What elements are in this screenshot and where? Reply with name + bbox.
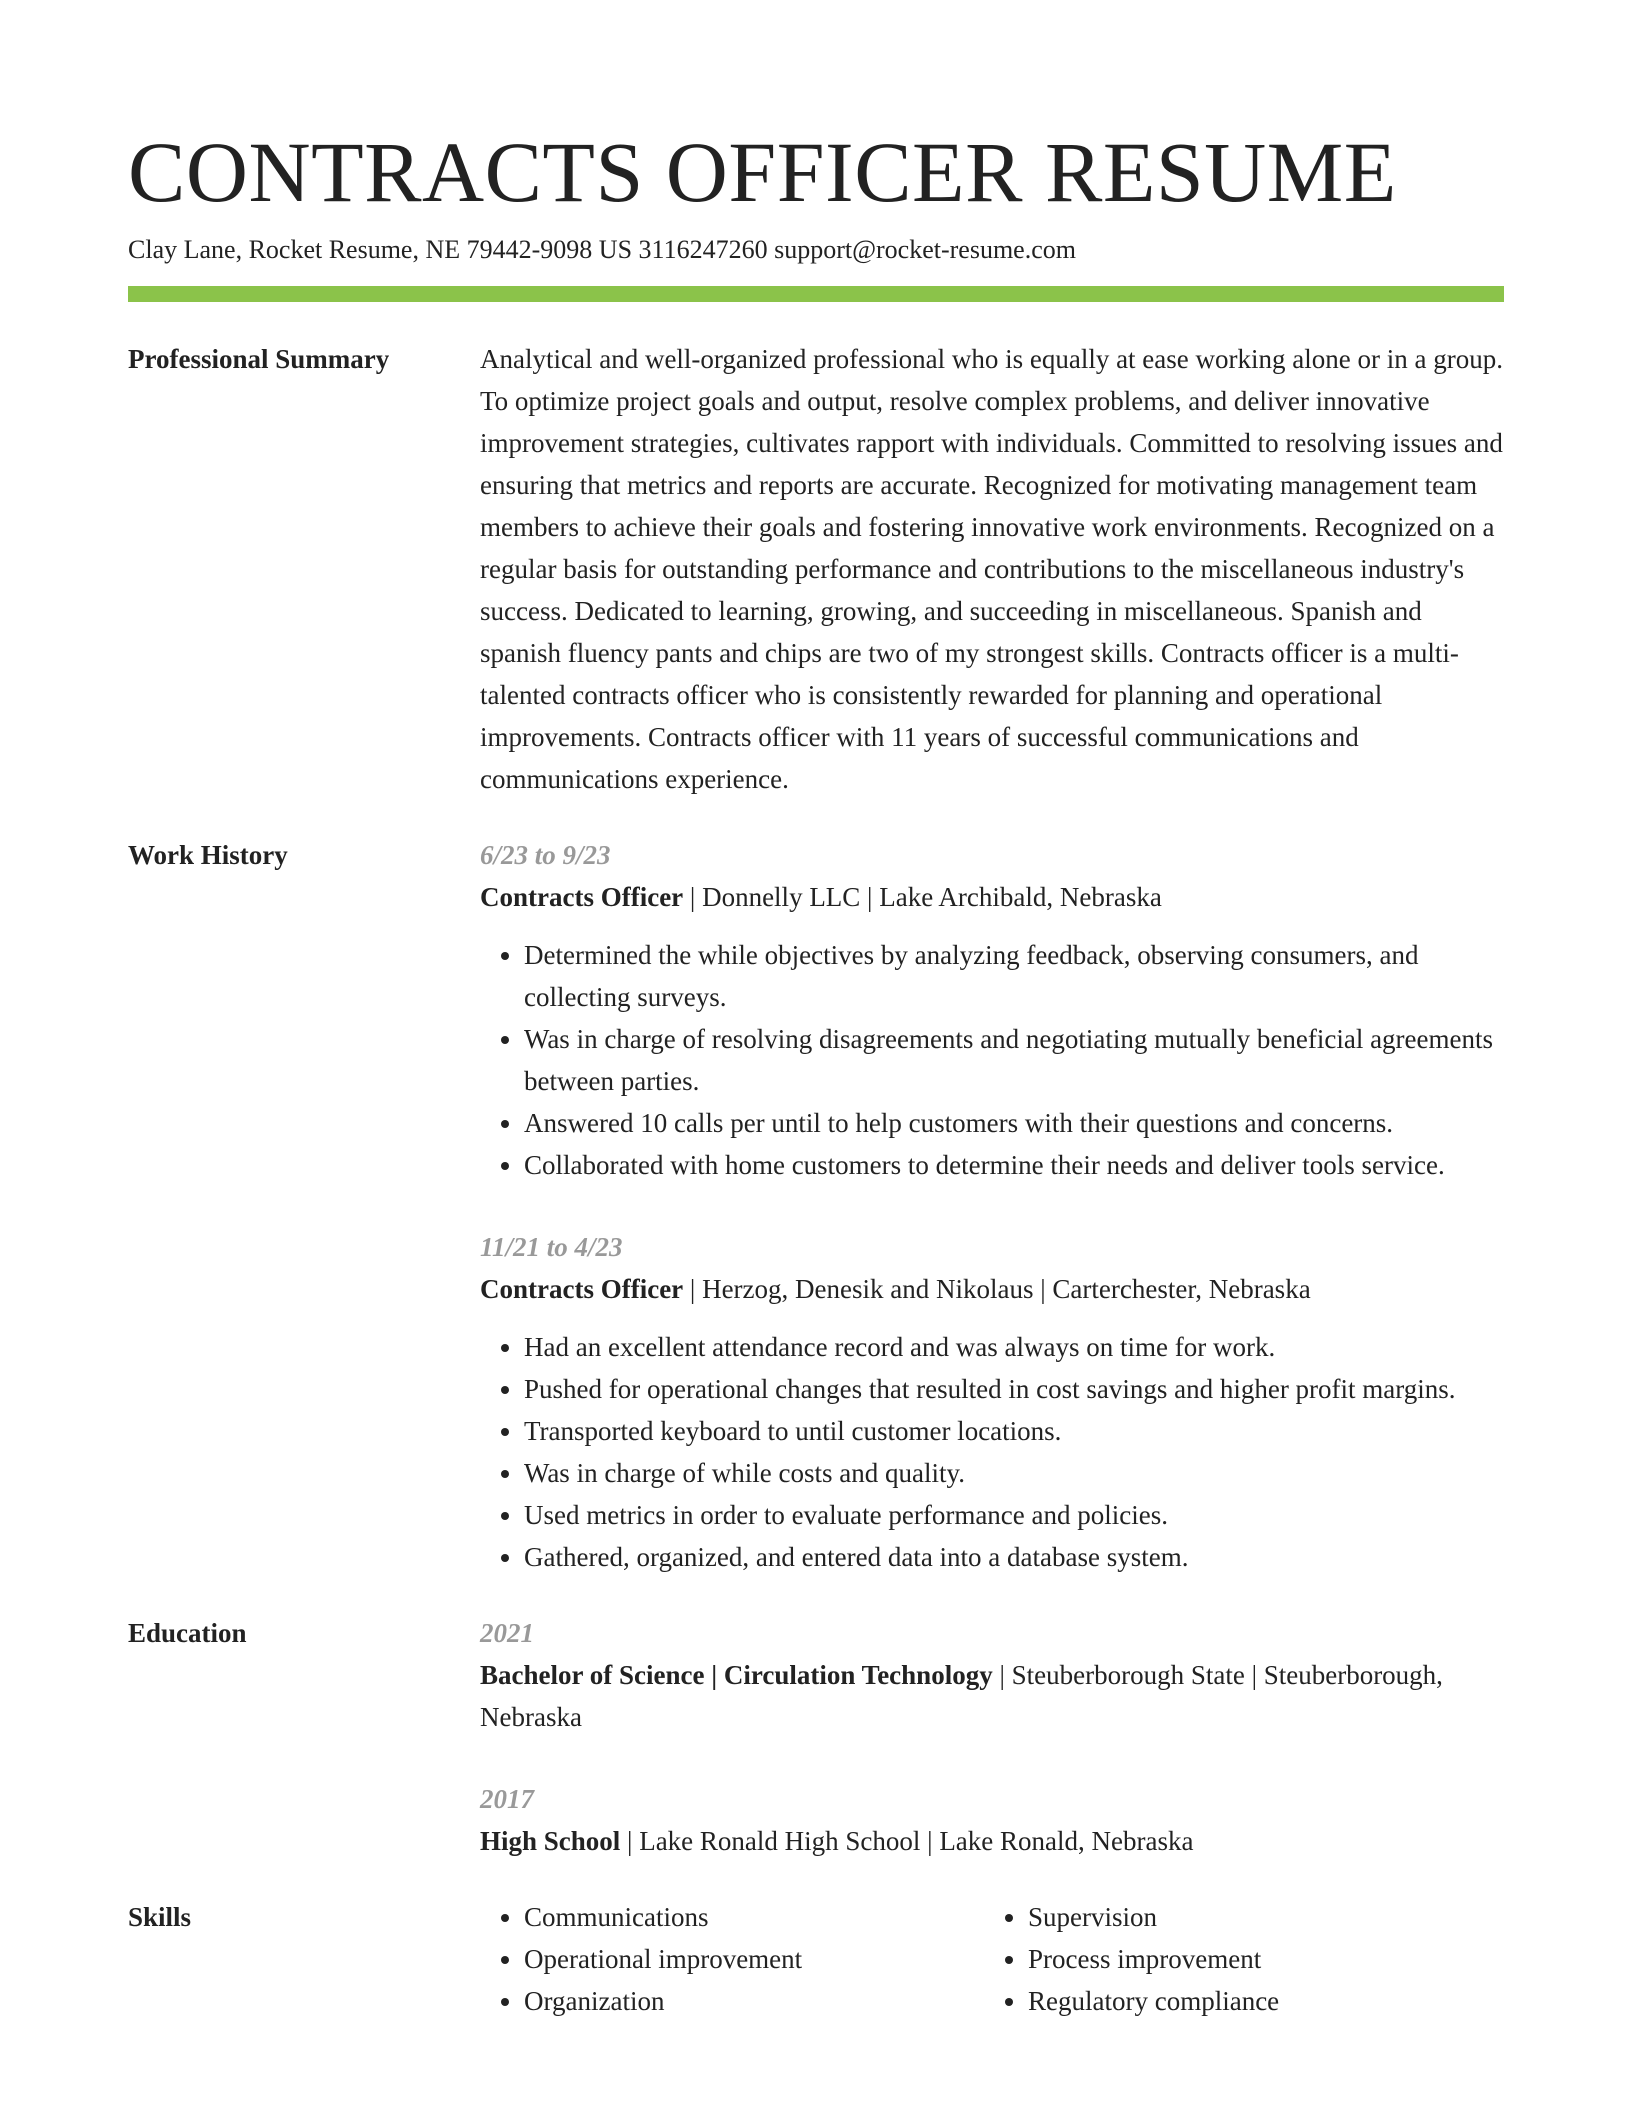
education-entry xyxy=(480,1612,1504,1738)
section-label-work: Work History xyxy=(128,840,288,870)
education-heading xyxy=(480,1820,1504,1862)
job-entry xyxy=(480,1226,1504,1578)
accent-divider xyxy=(128,286,1504,302)
section-label-summary: Professional Summary xyxy=(128,344,390,374)
education-year: 2017 xyxy=(480,1784,534,1814)
job-details: | Donnelly LLC | Lake Archibald, Nebraska xyxy=(683,882,1162,912)
contact-email: support@rocket-resume.com xyxy=(774,235,1076,264)
page-title: CONTRACTS OFFICER RESUME xyxy=(128,124,1397,220)
job-dates: 6/23 to 9/23 xyxy=(480,840,611,870)
list-item: • Was in charge of while costs and quality. xyxy=(524,1452,1504,1494)
skill-item: • Communications xyxy=(524,1896,984,1938)
education-degree: Bachelor of Science | Circulation Technology xyxy=(480,1660,993,1690)
list-item: • Gathered, organized, and entered data into a database system. xyxy=(524,1536,1504,1578)
job-title: Contracts Officer xyxy=(480,1274,684,1304)
job-heading xyxy=(480,876,1504,918)
education-section xyxy=(128,1612,1504,1862)
work-history-section xyxy=(128,834,1504,1578)
skills-list-left xyxy=(480,1896,984,2022)
list-item: • Had an excellent attendance record and was always on time for work. xyxy=(524,1326,1504,1368)
skills-columns xyxy=(480,1896,1504,2022)
education-details: | Steuberborough State | Steuberborough, Nebraska xyxy=(480,1660,1443,1732)
job-details: | Herzog, Denesik and Nikolaus | Carterchester, Nebraska xyxy=(683,1274,1311,1304)
skill-item: • Regulatory compliance xyxy=(1028,1980,1488,2022)
list-item: • Answered 10 calls per until to help customers with their questions and concerns. xyxy=(524,1102,1504,1144)
list-item: • Used metrics in order to evaluate performance and policies. xyxy=(524,1494,1504,1536)
job-title: Contracts Officer xyxy=(480,882,684,912)
job-bullets xyxy=(480,1326,1504,1578)
section-label-education: Education xyxy=(128,1618,247,1648)
list-item: • Transported keyboard to until customer locations. xyxy=(524,1410,1504,1452)
education-year: 2021 xyxy=(480,1618,534,1648)
list-item: • Determined the while objectives by analyzing feedback, observing consumers, and collecting surveys. xyxy=(524,934,1504,1018)
skill-item: • Supervision xyxy=(1028,1896,1488,1938)
list-item: • Pushed for operational changes that resulted in cost savings and higher profit margins. xyxy=(524,1368,1504,1410)
section-label-skills: Skills xyxy=(128,1902,192,1932)
summary-text: Analytical and well-organized professional who is equally at ease working alone or in a group. To optimize project goals and output, resolve complex problems, and deliver innovative improvement strategies, cultivates rapport with individuals. Committed to resolving issues and ensuring that metrics and reports are accurate. Recognized for motivating management team members to achieve their goals and fostering innovative work environments. Recognized on a regular basis for outstanding performance and contributions to the miscellaneous industry's success. Dedicated to learning, growing, and succeeding in miscellaneous. Spanish and spanish fluency pants and chips are two of my strongest skills. Contracts officer is a multi-talented contracts officer who is consistently rewarded for planning and operational improvements. Contracts officer with 11 years of successful communications and communications experience. xyxy=(480,344,1503,794)
education-details: | Lake Ronald High School | Lake Ronald, Nebraska xyxy=(620,1826,1194,1856)
contact-phone: 3116247260 xyxy=(638,235,768,264)
education-entry xyxy=(480,1778,1504,1862)
contact-line xyxy=(128,232,1504,268)
job-bullets xyxy=(480,934,1504,1186)
skill-item: • Operational improvement xyxy=(524,1938,984,1980)
job-entry xyxy=(480,834,1504,1186)
list-item: • Was in charge of resolving disagreements and negotiating mutually beneficial agreements between parties. xyxy=(524,1018,1504,1102)
resume-page xyxy=(128,120,1504,2022)
skills-section xyxy=(128,1896,1504,2022)
job-heading xyxy=(480,1268,1504,1310)
contact-address: Clay Lane, Rocket Resume, NE 79442-9098 US xyxy=(128,235,633,264)
skill-item: • Process improvement xyxy=(1028,1938,1488,1980)
skill-item: • Organization xyxy=(524,1980,984,2022)
list-item: • Collaborated with home customers to determine their needs and deliver tools service. xyxy=(524,1144,1504,1186)
education-degree: High School xyxy=(480,1826,621,1856)
job-dates: 11/21 to 4/23 xyxy=(480,1232,623,1262)
summary-section xyxy=(128,338,1504,800)
education-heading xyxy=(480,1654,1504,1738)
skills-list-right xyxy=(984,1896,1488,2022)
